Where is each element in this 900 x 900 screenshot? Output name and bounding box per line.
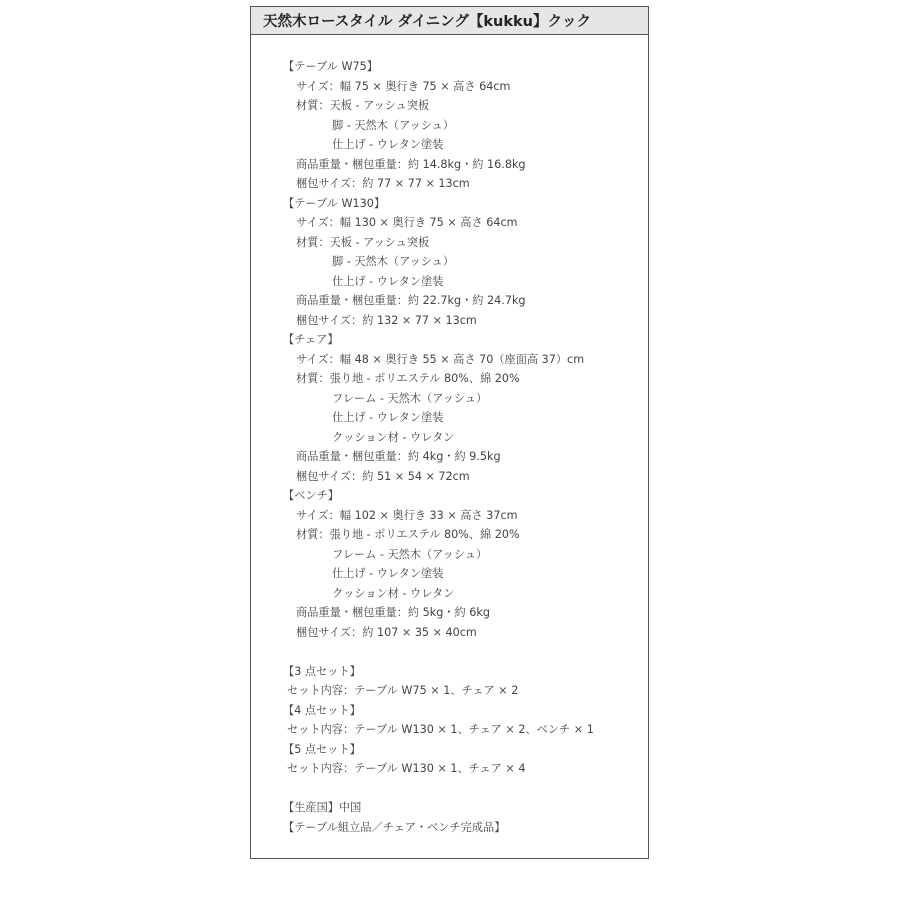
- set-header-5pc: 【5 点セット】: [283, 742, 361, 756]
- spec-material: 材質：天板 - アッシュ突板: [296, 99, 430, 112]
- spec-material-detail: クッション材 - ウレタン: [332, 430, 455, 444]
- spec-material-detail: フレーム - 天然木（アッシュ）: [332, 391, 488, 405]
- spec-material-detail: クッション材 - ウレタン: [332, 586, 455, 600]
- spec-weight: 商品重量・梱包重量：約 14.8kg・約 16.8kg: [296, 157, 526, 171]
- spec-material: 材質：張り地 - ポリエステル 80%、綿 20%: [296, 528, 520, 541]
- spec-size: サイズ：幅 48 × 奥行き 55 × 高さ 70（座面高 37）cm: [296, 352, 585, 366]
- spec-material-detail: 脚 - 天然木（アッシュ）: [332, 255, 455, 268]
- set-contents: セット内容：テーブル W130 × 1、チェア × 2、ベンチ × 1: [287, 723, 594, 736]
- section-header-table-w130: 【テーブル W130】: [283, 196, 386, 210]
- spec-package-size: 梱包サイズ：約 132 × 77 × 13cm: [296, 313, 477, 327]
- assembly-note: 【テーブル組立品／チェア・ベンチ完成品】: [283, 820, 506, 834]
- section-header-chair: 【チェア】: [283, 333, 339, 346]
- spec-material-detail: 脚 - 天然木（アッシュ）: [332, 118, 455, 132]
- section-header-bench: 【ベンチ】: [283, 489, 339, 502]
- spec-material-detail: 仕上げ - ウレタン塗装: [332, 411, 444, 424]
- spec-card: [250, 6, 649, 859]
- set-contents: セット内容：テーブル W130 × 1、チェア × 4: [287, 762, 526, 775]
- spec-package-size: 梱包サイズ：約 107 × 35 × 40cm: [296, 625, 477, 639]
- spec-material-detail: 仕上げ - ウレタン塗装: [332, 567, 444, 580]
- spec-package-size: 梱包サイズ：約 77 × 77 × 13cm: [296, 177, 470, 190]
- set-header-3pc: 【3 点セット】: [283, 664, 361, 678]
- spec-size: サイズ：幅 75 × 奥行き 75 × 高さ 64cm: [296, 79, 511, 93]
- spec-material: 材質：張り地 - ポリエステル 80%、綿 20%: [296, 372, 520, 385]
- spec-package-size: 梱包サイズ：約 51 × 54 × 72cm: [296, 469, 470, 483]
- set-contents: セット内容：テーブル W75 × 1、チェア × 2: [287, 684, 519, 697]
- spec-size: サイズ：幅 130 × 奥行き 75 × 高さ 64cm: [296, 216, 518, 229]
- spec-size: サイズ：幅 102 × 奥行き 33 × 高さ 37cm: [296, 508, 518, 522]
- country-of-origin: 【生産国】中国: [283, 801, 362, 814]
- spec-material-detail: フレーム - 天然木（アッシュ）: [332, 547, 488, 561]
- section-header-table-w75: 【テーブル W75】: [283, 60, 378, 73]
- spec-material-detail: 仕上げ - ウレタン塗装: [332, 138, 444, 151]
- set-header-4pc: 【4 点セット】: [283, 703, 361, 717]
- spec-weight: 商品重量・梱包重量：約 5kg・約 6kg: [296, 606, 490, 619]
- spec-material: 材質：天板 - アッシュ突板: [296, 235, 430, 249]
- spec-material-detail: 仕上げ - ウレタン塗装: [332, 274, 444, 288]
- spec-weight: 商品重量・梱包重量：約 22.7kg・約 24.7kg: [296, 294, 526, 307]
- product-title: 天然木ロースタイル ダイニング【kukku】クック: [251, 7, 648, 35]
- spec-weight: 商品重量・梱包重量：約 4kg・約 9.5kg: [296, 450, 501, 463]
